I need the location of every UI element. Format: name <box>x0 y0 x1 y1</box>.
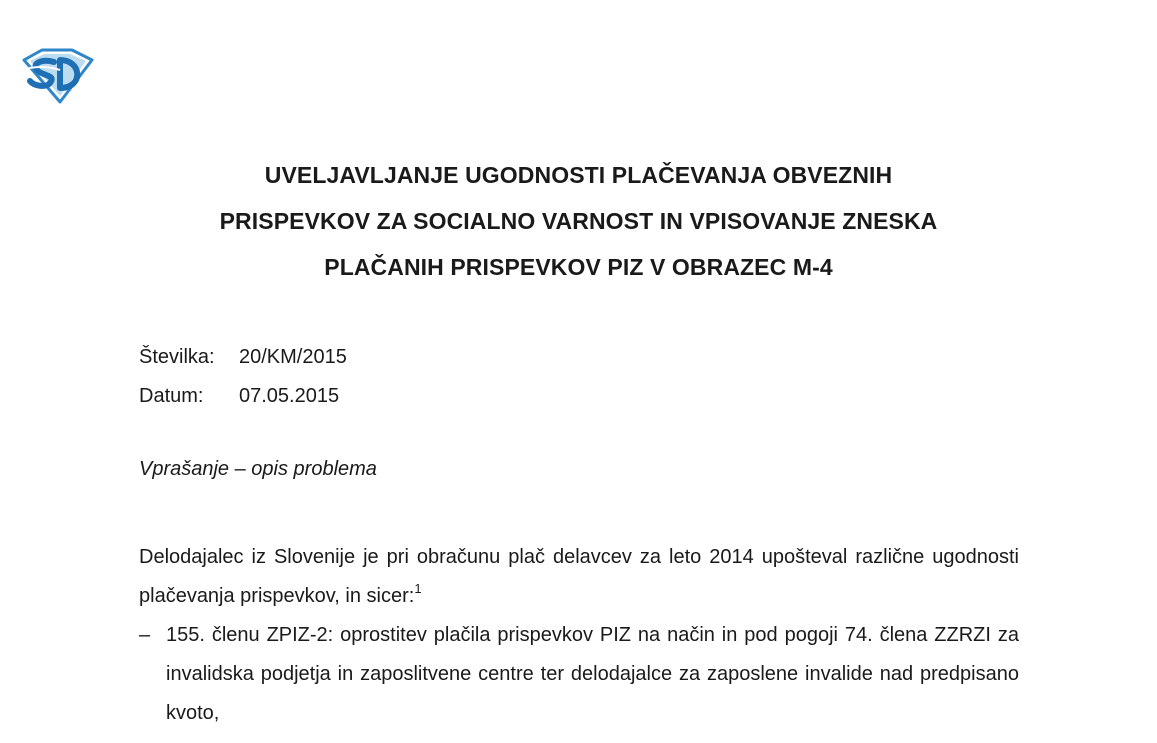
list-item-text: 155. členu ZPIZ-2: oprostitev plačila prispevkov PIZ na način in pod pogoji 74. člena ZZRZI za invalidska podjetja in zaposlitvene centre ter delodajalce za zaposlene invalide nad predpisano kvoto, <box>166 624 1019 724</box>
section-heading: Vprašanje – opis problema <box>139 458 377 480</box>
document-title <box>0 152 1157 290</box>
number-row <box>139 338 347 377</box>
sd-shield-logo-icon <box>20 46 96 104</box>
number-label: Številka: <box>139 346 215 368</box>
date-label: Datum: <box>139 385 204 407</box>
date-value: 07.05.2015 <box>239 385 340 407</box>
document-meta <box>139 338 347 416</box>
list-dash: – <box>139 624 151 646</box>
intro-paragraph <box>139 538 1019 616</box>
body-text <box>139 538 1019 733</box>
title-line-2: PRISPEVKOV ZA SOCIALNO VARNOST IN VPISOVANJE ZNESKA <box>219 208 938 234</box>
intro-paragraph-text: Delodajalec iz Slovenije je pri obračunu plač delavcev za leto 2014 upošteval različne ugodnosti plačevanja prispevkov, in sicer: <box>139 546 1019 607</box>
footnote-ref: 1 <box>414 581 422 596</box>
number-value: 20/KM/2015 <box>239 346 347 368</box>
date-row <box>139 377 347 416</box>
list-item <box>139 616 1019 733</box>
title-line-1: UVELJAVLJANJE UGODNOSTI PLAČEVANJA OBVEZNIH <box>264 162 893 188</box>
title-line-3: PLAČANIH PRISPEVKOV PIZ V OBRAZEC M-4 <box>324 254 833 280</box>
